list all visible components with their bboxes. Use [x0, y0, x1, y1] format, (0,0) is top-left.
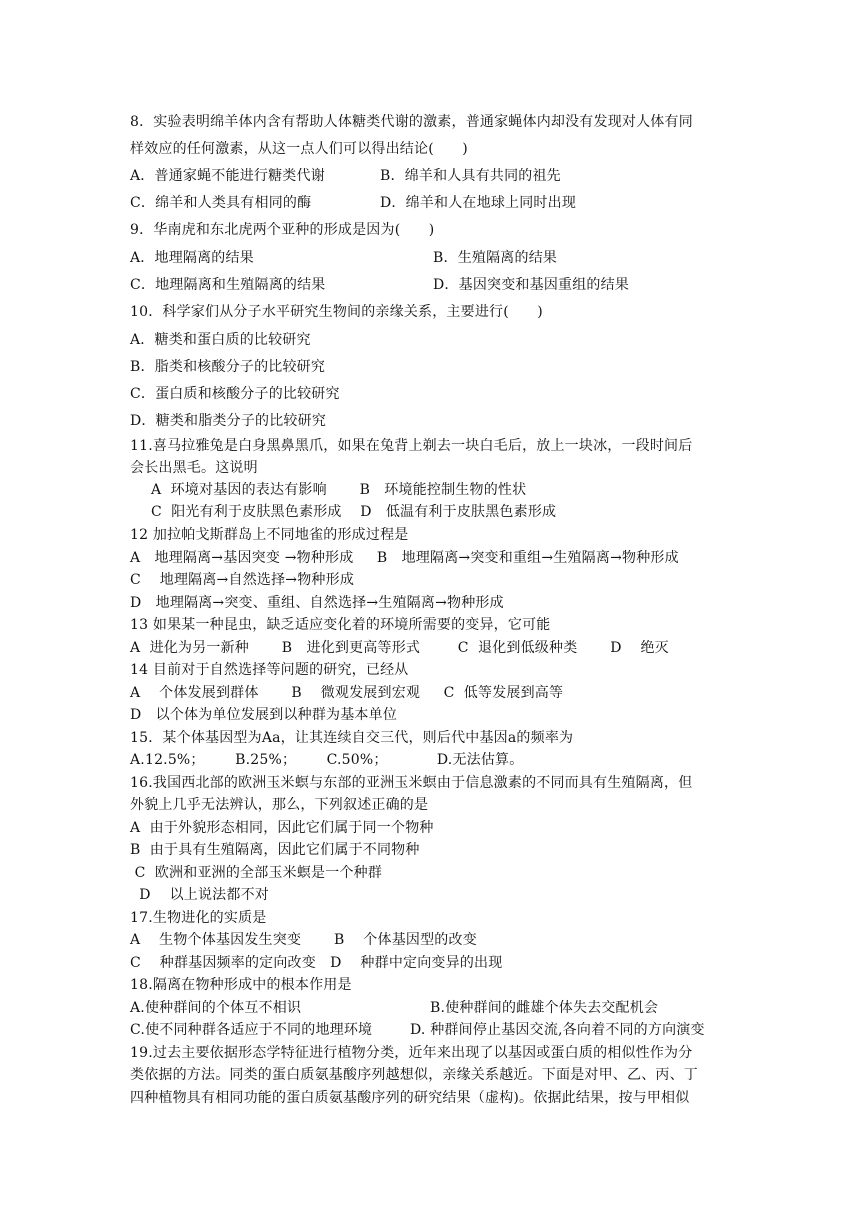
q12-stem: 12 加拉帕戈斯群岛上不同地雀的形成过程是	[130, 527, 409, 543]
q19-stem-line2: 类依据的方法。同类的蛋白质氨基酸序列越想似，亲缘关系越近。下面是对甲、乙、丙、丁	[130, 1067, 698, 1083]
q8-stem-line1: 8．实验表明绵羊体内含有帮助人体糖类代谢的激素，普通家蝇体内却没有发现对人体有同	[130, 114, 693, 130]
q8-stem-line2: 样效应的任何激素，从这一点人们可以得出结论( )	[130, 141, 468, 157]
q17-options-cd: C 种群基因频率的定向改变 D 种群中定向变异的出现	[130, 955, 503, 971]
q15-stem: 15．某个体基因型为Aa，让其连续自交三代，则后代中基因a的频率为	[130, 730, 574, 746]
q10-option-a: A．糖类和蛋白质的比较研究	[130, 332, 311, 348]
q18-option-a: A.使种群间的个体互不相识	[130, 1000, 302, 1016]
q16-option-b: B 由于具有生殖隔离，因此它们属于不同物种	[130, 842, 420, 858]
q9-option-a: A．地理隔离的结果	[130, 250, 254, 266]
q13-options: A 进化为另一新种 B 进化到更高等形式 C 退化到低级种类 D 绝灭	[130, 640, 669, 656]
q19-stem-line3: 四种植物具有相同功能的蛋白质氨基酸序列的研究结果（虚构)。依据此结果，按与甲相似	[130, 1090, 690, 1106]
q14-option-d: D 以个体为单位发展到以种群为基本单位	[130, 707, 398, 723]
q9-option-c: C．地理隔离和生殖隔离的结果	[130, 277, 326, 293]
q10-option-c: C．蛋白质和核酸分子的比较研究	[130, 386, 340, 402]
q18-option-d: D. 种群间停止基因交流,各向着不同的方向演变	[410, 1022, 705, 1038]
q10-option-b: B．脂类和核酸分子的比较研究	[130, 359, 326, 375]
q8-option-a: A．普通家蝇不能进行糖类代谢	[130, 168, 325, 184]
q11-options-ab: A 环境对基因的表达有影响 B 环境能控制生物的性状	[151, 482, 527, 498]
q11-options-cd: C 阳光有利于皮肤黑色素形成 D 低温有利于皮肤黑色素形成	[151, 504, 557, 520]
q19-stem-line1: 19.过去主要依据形态学特征进行植物分类，近年来出现了以基因或蛋白质的相似性作为分	[130, 1045, 693, 1061]
q12-options-ab: A 地理隔离→基因突变 →物种形成 B 地理隔离→突变和重组→生殖隔离→物种形成	[130, 550, 679, 566]
q15-options: A.12.5%； B.25%； C.50%； D.无法估算。	[130, 752, 524, 768]
q16-option-d: D 以上说法都不对	[130, 887, 269, 903]
q10-option-d: D．糖类和脂类分子的比较研究	[130, 413, 327, 429]
q17-options-ab: A 生物个体基因发生突变 B 个体基因型的改变	[130, 932, 477, 948]
q8-option-d: D．绵羊和人在地球上同时出现	[380, 195, 577, 211]
q12-option-d: D 地理隔离→突变、重组、自然选择→生殖隔离→物种形成	[130, 595, 504, 611]
q13-stem: 13 如果某一种昆虫，缺乏适应变化着的环境所需要的变异，它可能	[130, 617, 551, 633]
q18-option-b: B.使种群间的雌雄个体失去交配机会	[430, 1000, 659, 1016]
q16-option-c: C 欧洲和亚洲的全部玉米螟是一个种群	[130, 865, 383, 881]
q8-option-b: B．绵羊和人具有共同的祖先	[380, 168, 561, 184]
q18-option-c: C.使不同种群各适应于不同的地理环境	[130, 1022, 373, 1038]
q14-options-abc: A 个体发展到群体 B 微观发展到宏观 C 低等发展到高等	[130, 685, 564, 701]
q16-option-a: A 由于外貌形态相同，因此它们属于同一个物种	[130, 820, 434, 836]
q12-option-c: C 地理隔离→自然选择→物种形成	[130, 572, 355, 588]
q9-stem: 9．华南虎和东北虎两个亚种的形成是因为( )	[130, 222, 435, 238]
q11-stem-line2: 会长出黑毛。这说明	[130, 460, 258, 476]
q16-stem-line2: 外貌上几乎无法辨认，那么，下列叙述正确的是	[130, 797, 429, 813]
q16-stem-line1: 16.我国西北部的欧洲玉米螟与东部的亚洲玉米螟由于信息激素的不同而具有生殖隔离，但	[130, 775, 693, 791]
q9-option-b: B．生殖隔离的结果	[433, 250, 558, 266]
q17-stem: 17.生物进化的实质是	[130, 910, 267, 926]
q8-option-c: C．绵羊和人类具有相同的酶	[130, 195, 312, 211]
q10-stem: 10．科学家们从分子水平研究生物间的亲缘关系，主要进行( )	[130, 304, 543, 320]
q18-stem: 18.隔离在物种形成中的根本作用是	[130, 977, 352, 993]
q14-stem: 14 目前对于自然选择等问题的研究，已经从	[130, 662, 409, 678]
q11-stem-line1: 11.喜马拉雅兔是白身黑鼻黑爪，如果在兔背上剃去一块白毛后，放上一块冰，一段时间后	[130, 438, 693, 454]
q9-option-d: D．基因突变和基因重组的结果	[433, 277, 630, 293]
